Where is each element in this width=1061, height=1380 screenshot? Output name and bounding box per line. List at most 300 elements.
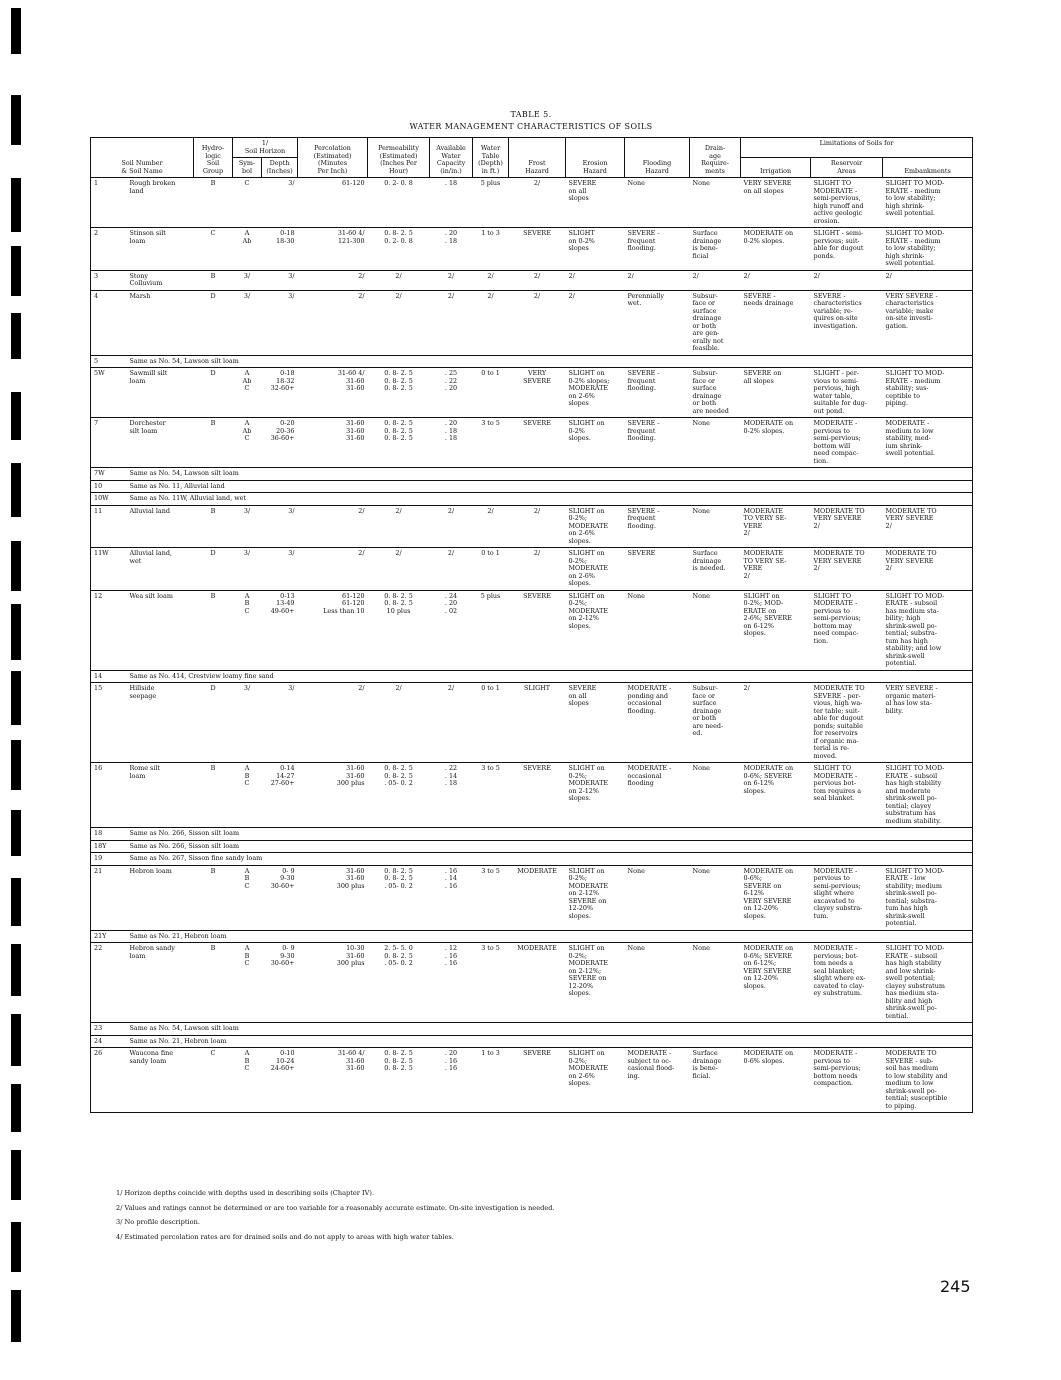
cell-flood: MODERATE - subject to oc- casional flood- ing. (625, 1048, 690, 1113)
table-row (91, 670, 973, 683)
footnotes (116, 1186, 816, 1244)
cell-irr: VERY SEVERE on all slopes (741, 178, 811, 228)
cell-emb: MODERATE TO VERY SEVERE 2/ (883, 505, 973, 548)
binder-mark (11, 392, 21, 440)
cell-res: MODERATE TO VERY SEVERE 2/ (811, 505, 883, 548)
cell-num: 16 (91, 763, 127, 828)
table-row (91, 853, 973, 866)
cell-wt: 5 plus (473, 178, 509, 228)
cell-name: Rome silt loam (127, 763, 194, 828)
binder-mark (11, 8, 21, 54)
cell-name: Waucona fine sandy loam (127, 1048, 194, 1113)
col-frost-hazard: Frost Hazard (509, 138, 566, 178)
cell-perc: 2/ (298, 548, 368, 591)
table-row (91, 548, 973, 591)
cell-drain: Surface drainage is bene- ficial (690, 228, 741, 271)
cell-depth: 0-18 18-30 (262, 228, 298, 271)
cell-sym: A Ab C (233, 368, 262, 418)
cell-frost: SEVERE (509, 1048, 566, 1113)
table-row (91, 270, 973, 290)
cell-sym: 3/ (233, 683, 262, 763)
cell-frost: SEVERE (509, 590, 566, 670)
cell-perm: 0. 8- 2. 5 0. 8- 2. 5 10 plus (368, 590, 430, 670)
cell-same-as: Same as No. 21, Hebron loam (127, 930, 973, 943)
cell-depth: 3/ (262, 548, 298, 591)
cell-name: Stony Colluvium (127, 270, 194, 290)
cell-perc: 10-30 31-60 300 plus (298, 943, 368, 1023)
cell-same-as: Same as No. 266, Sisson silt loam (127, 828, 973, 841)
cell-frost: MODERATE (509, 943, 566, 1023)
cell-grp: C (194, 1048, 233, 1113)
cell-wt: 2/ (473, 290, 509, 355)
col-hydrologic-group: Hydro- logic Soil Group (194, 138, 233, 178)
cell-erosion: SLIGHT on 0-2%; MODERATE on 2-12% SEVERE on 12-20% slopes. (566, 865, 625, 930)
cell-wt: 2/ (473, 505, 509, 548)
table-row (91, 505, 973, 548)
cell-sym: A B C (233, 865, 262, 930)
cell-frost: 2/ (509, 270, 566, 290)
cell-num: 12 (91, 590, 127, 670)
binder-mark (11, 1150, 21, 1200)
col-drainage: Drain- age Require- ments (690, 138, 741, 178)
cell-perc: 31-60 4/ 31-60 31-60 (298, 368, 368, 418)
cell-erosion: SEVERE on all slopes (566, 178, 625, 228)
cell-awc: . 24 . 20 . 02 (430, 590, 473, 670)
binder-mark (11, 95, 21, 145)
cell-frost: 2/ (509, 505, 566, 548)
cell-flood: SEVERE - frequent flooding. (625, 418, 690, 468)
cell-awc: . 22 . 14 . 18 (430, 763, 473, 828)
cell-res: MODERATE - pervious to semi-pervious; bottom will need compac- tion. (811, 418, 883, 468)
cell-flood: MODERATE - occasional flooding (625, 763, 690, 828)
cell-erosion: SLIGHT on 0-2%; MODERATE on 2-6% slopes. (566, 548, 625, 591)
table-row (91, 468, 973, 481)
cell-flood: MODERATE - ponding and occasional flooding. (625, 683, 690, 763)
cell-sym: A Ab (233, 228, 262, 271)
cell-same-as: Same as No. 54, Lawson silt loam (127, 1023, 973, 1036)
cell-irr: MODERATE on 0-2% slopes. (741, 228, 811, 271)
cell-drain: None (690, 865, 741, 930)
cell-depth: 0- 9 9-30 30-60+ (262, 943, 298, 1023)
cell-depth: 0-13 13-49 49-60+ (262, 590, 298, 670)
cell-drain: Surface drainage is needed. (690, 548, 741, 591)
cell-awc: . 20 . 18 (430, 228, 473, 271)
cell-irr: 2/ (741, 683, 811, 763)
cell-emb: SLIGHT TO MOD- ERATE - subsoil has medium sta- bility; high shrink-swell po- tential; substra- tum has high stability; and low shrink-swell potential. (883, 590, 973, 670)
cell-perc: 2/ (298, 290, 368, 355)
cell-sym: 3/ (233, 548, 262, 591)
cell-awc: . 18 (430, 178, 473, 228)
cell-wt: 0 to 1 (473, 548, 509, 591)
binder-mark (11, 463, 21, 517)
cell-flood: SEVERE - frequent flooding. (625, 368, 690, 418)
col-flooding-hazard: Flooding Hazard (625, 138, 690, 178)
cell-res: MODERATE - pervious to semi-pervious; bottom needs compaction. (811, 1048, 883, 1113)
cell-num: 2 (91, 228, 127, 271)
col-water-table: Water Table (Depth) in ft.) (473, 138, 509, 178)
cell-emb: SLIGHT TO MOD- ERATE - medium to low stability; high shrink- swell potential. (883, 178, 973, 228)
cell-drain: Subsur- face or surface drainage or both are need- ed. (690, 683, 741, 763)
cell-wt: 0 to 1 (473, 683, 509, 763)
cell-res: SLIGHT TO MODERATE - pervious to semi-pervious; bottom may need compac- tion. (811, 590, 883, 670)
cell-drain: None (690, 590, 741, 670)
table-row (91, 290, 973, 355)
cell-grp: D (194, 548, 233, 591)
cell-irr: SLIGHT on 0-2%; MOD- ERATE on 2-6%; SEVERE on 6-12% slopes. (741, 590, 811, 670)
table-row (91, 590, 973, 670)
cell-flood: None (625, 178, 690, 228)
cell-sym: A Ab C (233, 418, 262, 468)
cell-num: 24 (91, 1035, 127, 1048)
cell-depth: 0-14 14-27 27-60+ (262, 763, 298, 828)
cell-drain: None (690, 505, 741, 548)
cell-num: 21 (91, 865, 127, 930)
cell-emb: VERY SEVERE - organic materi- al has low sta- bility. (883, 683, 973, 763)
cell-same-as: Same as No. 11, Alluvial land (127, 480, 973, 493)
cell-wt: 1 to 3 (473, 228, 509, 271)
cell-flood: SEVERE (625, 548, 690, 591)
col-irrigation: Irrigation (741, 158, 811, 178)
cell-emb: MODERATE TO SEVERE - sub- soil has medium to low stability and medium to low shrink-swell po- tential; susceptible to piping. (883, 1048, 973, 1113)
cell-same-as: Same as No. 414, Crestview loamy fine sand (127, 670, 973, 683)
cell-depth: 3/ (262, 683, 298, 763)
cell-flood: None (625, 943, 690, 1023)
cell-drain: None (690, 178, 741, 228)
cell-depth: 3/ (262, 505, 298, 548)
cell-wt: 2/ (473, 270, 509, 290)
binder-mark (11, 246, 21, 296)
table-row (91, 1023, 973, 1036)
cell-sym: A B C (233, 763, 262, 828)
cell-awc: . 25 . 22 . 20 (430, 368, 473, 418)
cell-drain: None (690, 943, 741, 1023)
cell-same-as: Same as No. 54, Lawson silt loam (127, 468, 973, 481)
cell-num: 15 (91, 683, 127, 763)
cell-irr: MODERATE TO VERY SE- VERE 2/ (741, 505, 811, 548)
cell-frost: SEVERE (509, 418, 566, 468)
cell-emb: SLIGHT TO MOD- ERATE - low stability; medium shrink-swell po- tential; substra- tum has high shrink-swell potential. (883, 865, 973, 930)
cell-frost: VERY SEVERE (509, 368, 566, 418)
cell-perc: 61-120 61-120 Less than 10 (298, 590, 368, 670)
cell-perc: 2/ (298, 505, 368, 548)
col-limitations: Limitations of Soils for (741, 138, 973, 158)
cell-sym: 3/ (233, 290, 262, 355)
cell-res: MODERATE TO SEVERE - per- vious, high wa- ter table; suit- able for dugout ponds; suitable for reservoirs if organic ma- terial is re- moved. (811, 683, 883, 763)
cell-num: 21Y (91, 930, 127, 943)
cell-num: 3 (91, 270, 127, 290)
cell-awc: 2/ (430, 270, 473, 290)
table-row (91, 828, 973, 841)
binder-mark (11, 671, 21, 725)
cell-wt: 3 to 5 (473, 763, 509, 828)
cell-grp: B (194, 178, 233, 228)
cell-num: 7 (91, 418, 127, 468)
cell-irr: SEVERE - needs drainage (741, 290, 811, 355)
col-soil-number: Soil Number & Soil Name (91, 138, 194, 178)
table-row (91, 763, 973, 828)
table-row (91, 1035, 973, 1048)
cell-awc: 2/ (430, 548, 473, 591)
cell-num: 22 (91, 943, 127, 1023)
cell-awc: 2/ (430, 290, 473, 355)
cell-drain: 2/ (690, 270, 741, 290)
cell-name: Stinson silt loam (127, 228, 194, 271)
cell-perc: 31-60 31-60 300 plus (298, 763, 368, 828)
cell-perm: 0. 8- 2. 5 0. 8- 2. 5 . 05- 0. 2 (368, 865, 430, 930)
cell-name: Sawmill silt loam (127, 368, 194, 418)
cell-num: 18Y (91, 840, 127, 853)
cell-erosion: SLIGHT on 0-2%; MODERATE on 2-6% slopes. (566, 505, 625, 548)
cell-same-as: Same as No. 267, Sisson fine sandy loam (127, 853, 973, 866)
binder-mark (11, 1290, 21, 1342)
cell-grp: B (194, 418, 233, 468)
cell-depth: 3/ (262, 178, 298, 228)
cell-perm: 0. 8- 2. 5 0. 8- 2. 5 0. 8- 2. 5 (368, 1048, 430, 1113)
footnote: 2/ Values and ratings cannot be determined or are too variable for a reasonably accurate estimate. On-site investigation is needed. (116, 1203, 555, 1212)
cell-flood: None (625, 865, 690, 930)
cell-depth: 3/ (262, 290, 298, 355)
cell-res: MODERATE TO VERY SEVERE 2/ (811, 548, 883, 591)
cell-erosion: 2/ (566, 290, 625, 355)
cell-name: Hillside seepage (127, 683, 194, 763)
cell-sym: A B C (233, 943, 262, 1023)
cell-num: 11W (91, 548, 127, 591)
table-row (91, 1048, 973, 1113)
cell-same-as: Same as No. 266, Sisson silt loam (127, 840, 973, 853)
cell-frost: SEVERE (509, 228, 566, 271)
cell-res: SLIGHT - per- vious to semi- pervious, high water table, suitable for dug- out pond. (811, 368, 883, 418)
cell-num: 14 (91, 670, 127, 683)
cell-sym: A B C (233, 1048, 262, 1113)
cell-frost: 2/ (509, 548, 566, 591)
cell-name: Marsh (127, 290, 194, 355)
col-water-capacity: Available Water Capacity (in/in.) (430, 138, 473, 178)
cell-sym: A B C (233, 590, 262, 670)
binder-mark (11, 313, 21, 359)
cell-num: 7W (91, 468, 127, 481)
cell-grp: B (194, 590, 233, 670)
cell-perm: 2. 5- 5. 0 0. 8- 2. 5 . 05- 0. 2 (368, 943, 430, 1023)
table-row (91, 418, 973, 468)
cell-num: 10 (91, 480, 127, 493)
cell-irr: MODERATE on 0-6% slopes. (741, 1048, 811, 1113)
cell-num: 10W (91, 493, 127, 506)
cell-depth: 0-10 10-24 24-60+ (262, 1048, 298, 1113)
cell-perm: 2/ (368, 505, 430, 548)
cell-erosion: SLIGHT on 0-2% slopes (566, 228, 625, 271)
cell-res: MODERATE - pervious to semi-pervious; slight where excavated to clayey substra- tum. (811, 865, 883, 930)
cell-num: 5W (91, 368, 127, 418)
col-permeability: Permeability (Estimated) (Inches Per Hour) (368, 138, 430, 178)
cell-name: Dorchester silt loam (127, 418, 194, 468)
cell-erosion: SLIGHT on 0-2%; MODERATE on 2-12%; SEVERE on 12-20% slopes. (566, 943, 625, 1023)
cell-awc: . 20 . 18 . 18 (430, 418, 473, 468)
cell-perm: 2/ (368, 683, 430, 763)
cell-perm: 2/ (368, 548, 430, 591)
cell-res: SLIGHT TO MODERATE - semi-pervious, high runoff and active geologic erosion. (811, 178, 883, 228)
cell-grp: D (194, 368, 233, 418)
cell-emb: MODERATE TO VERY SEVERE 2/ (883, 548, 973, 591)
table-row (91, 368, 973, 418)
cell-name: Wea silt loam (127, 590, 194, 670)
table-row (91, 865, 973, 930)
binder-mark (11, 810, 21, 856)
table-title: TABLE 5. (510, 110, 552, 119)
cell-emb: 2/ (883, 270, 973, 290)
cell-emb: SLIGHT TO MOD- ERATE - medium to low stability; high shrink- swell potential. (883, 228, 973, 271)
cell-irr: 2/ (741, 270, 811, 290)
cell-num: 18 (91, 828, 127, 841)
col-embankments: Embankments (883, 158, 973, 178)
cell-awc: . 16 . 14 . 16 (430, 865, 473, 930)
cell-irr: MODERATE on 0-6%; SEVERE on 6-12% slopes. (741, 763, 811, 828)
cell-frost: SLIGHT (509, 683, 566, 763)
cell-wt: 0 to 1 (473, 368, 509, 418)
page-number: 245 (940, 1277, 971, 1296)
cell-frost: SEVERE (509, 763, 566, 828)
cell-perm: 0. 2- 0. 8 (368, 178, 430, 228)
cell-awc: . 20 . 16 . 16 (430, 1048, 473, 1113)
binder-mark (11, 1084, 21, 1132)
cell-emb: SLIGHT TO MOD- ERATE - subsoil has high stability and moderate shrink-swell po- tential; clayey substratum has medium stability. (883, 763, 973, 828)
cell-num: 11 (91, 505, 127, 548)
binder-mark (11, 944, 21, 996)
cell-sym: C (233, 178, 262, 228)
binder-mark (11, 740, 21, 790)
cell-perc: 31-60 31-60 300 plus (298, 865, 368, 930)
cell-num: 4 (91, 290, 127, 355)
cell-drain: None (690, 418, 741, 468)
cell-perc: 31-60 4/ 31-60 31-60 (298, 1048, 368, 1113)
cell-erosion: SLIGHT on 0-2%; MODERATE on 2-6% slopes. (566, 1048, 625, 1113)
cell-perc: 31-60 4/ 121-300 (298, 228, 368, 271)
binder-mark (11, 541, 21, 591)
cell-grp: B (194, 943, 233, 1023)
cell-erosion: SLIGHT on 0-2% slopes. (566, 418, 625, 468)
cell-name: Hebron sandy loam (127, 943, 194, 1023)
cell-drain: None (690, 763, 741, 828)
footnote: 1/ Horizon depths coincide with depths used in describing soils (Chapter IV). (116, 1189, 375, 1197)
cell-emb: VERY SEVERE - characteristics variable; make on-site investi- gation. (883, 290, 973, 355)
footnote: 4/ Estimated percolation rates are for drained soils and do not apply to areas with high water tables. (116, 1232, 454, 1241)
cell-irr: MODERATE TO VERY SE- VERE 2/ (741, 548, 811, 591)
cell-same-as: Same as No. 21, Hebron loam (127, 1035, 973, 1048)
cell-grp: B (194, 865, 233, 930)
table-row (91, 355, 973, 368)
cell-emb: SLIGHT TO MOD- ERATE - subsoil has high stability and low shrink- swell potential; clayey substratum has medium sta- bility and high shrink-swell po- tential. (883, 943, 973, 1023)
cell-grp: B (194, 763, 233, 828)
binder-mark (11, 604, 21, 660)
cell-frost: 2/ (509, 178, 566, 228)
cell-res: MODERATE - pervious; bot- tom needs a seal blanket; slight where ex- cavated to clay- ey substratum. (811, 943, 883, 1023)
table-header (91, 138, 973, 178)
cell-flood: SEVERE - frequent flooding. (625, 505, 690, 548)
cell-name: Hebron loam (127, 865, 194, 930)
table-row (91, 493, 973, 506)
cell-erosion: SLIGHT on 0-2% slopes; MODERATE on 2-6% slopes (566, 368, 625, 418)
cell-drain: Surface drainage is bene- ficial. (690, 1048, 741, 1113)
table-row (91, 943, 973, 1023)
cell-perc: 2/ (298, 683, 368, 763)
cell-awc: . 12 . 16 . 16 (430, 943, 473, 1023)
cell-flood: Perennially wet. (625, 290, 690, 355)
cell-res: 2/ (811, 270, 883, 290)
col-soil-horizon: 1/ Soil Horizon (233, 138, 298, 158)
cell-depth: 0- 9 9-30 30-60+ (262, 865, 298, 930)
table-row (91, 683, 973, 763)
cell-num: 1 (91, 178, 127, 228)
table-subtitle: WATER MANAGEMENT CHARACTERISTICS OF SOILS (409, 122, 653, 131)
cell-depth: 0-20 20-36 36-60+ (262, 418, 298, 468)
cell-res: SLIGHT - semi- pervious; suit- able for dugout ponds. (811, 228, 883, 271)
cell-perm: 0. 8- 2. 5 0. 8- 2. 5 0. 8- 2. 5 (368, 418, 430, 468)
cell-grp: D (194, 683, 233, 763)
cell-perm: 0. 8- 2. 5 0. 8- 2. 5 0. 8- 2. 5 (368, 368, 430, 418)
cell-grp: D (194, 290, 233, 355)
cell-res: SEVERE - characteristics variable; re- quires on-site investigation. (811, 290, 883, 355)
cell-num: 23 (91, 1023, 127, 1036)
cell-same-as: Same as No. 11W, Alluvial land, wet (127, 493, 973, 506)
cell-perc: 31-60 31-60 31-60 (298, 418, 368, 468)
cell-wt: 3 to 5 (473, 865, 509, 930)
binder-mark (11, 1222, 21, 1272)
cell-irr: SEVERE on all slopes (741, 368, 811, 418)
cell-depth: 0-18 18-32 32-60+ (262, 368, 298, 418)
cell-flood: SEVERE - frequent flooding. (625, 228, 690, 271)
binder-mark (11, 878, 21, 926)
col-erosion-hazard: Erosion Hazard (566, 138, 625, 178)
cell-num: 19 (91, 853, 127, 866)
cell-perc: 2/ (298, 270, 368, 290)
col-percolation: Percolation (Estimated) (Minutes Per Inch) (298, 138, 368, 178)
binder-mark (11, 1014, 21, 1066)
water-management-table (90, 137, 973, 1113)
cell-name: Rough broken land (127, 178, 194, 228)
cell-perm: 0. 8- 2. 5 0. 2- 0. 8 (368, 228, 430, 271)
cell-frost: 2/ (509, 290, 566, 355)
cell-frost: MODERATE (509, 865, 566, 930)
cell-awc: 2/ (430, 505, 473, 548)
cell-flood: 2/ (625, 270, 690, 290)
table-row (91, 930, 973, 943)
cell-perm: 2/ (368, 290, 430, 355)
col-reservoir: Reservoir Areas (811, 158, 883, 178)
cell-grp: C (194, 228, 233, 271)
cell-drain: Subsur- face or surface drainage or both are needed (690, 368, 741, 418)
table-row (91, 480, 973, 493)
cell-perc: 61-120 (298, 178, 368, 228)
cell-irr: MODERATE on 0-6%; SEVERE on 6-12% VERY SEVERE on 12-20% slopes. (741, 865, 811, 930)
cell-name: Alluvial land, wet (127, 548, 194, 591)
table-body (91, 178, 973, 1113)
cell-name: Alluvial land (127, 505, 194, 548)
cell-wt: 5 plus (473, 590, 509, 670)
table-row (91, 840, 973, 853)
cell-sym: 3/ (233, 505, 262, 548)
cell-grp: B (194, 505, 233, 548)
cell-wt: 3 to 5 (473, 418, 509, 468)
cell-emb: SLIGHT TO MOD- ERATE - medium stability; sus- ceptible to piping. (883, 368, 973, 418)
cell-erosion: SEVERE on all slopes (566, 683, 625, 763)
footnote: 3/ No profile description. (116, 1218, 200, 1226)
cell-sym: 3/ (233, 270, 262, 290)
cell-awc: 2/ (430, 683, 473, 763)
cell-perm: 0. 8- 2. 5 0. 8- 2. 5 . 05- 0. 2 (368, 763, 430, 828)
cell-num: 26 (91, 1048, 127, 1113)
cell-perm: 2/ (368, 270, 430, 290)
cell-wt: 3 to 5 (473, 943, 509, 1023)
cell-erosion: 2/ (566, 270, 625, 290)
